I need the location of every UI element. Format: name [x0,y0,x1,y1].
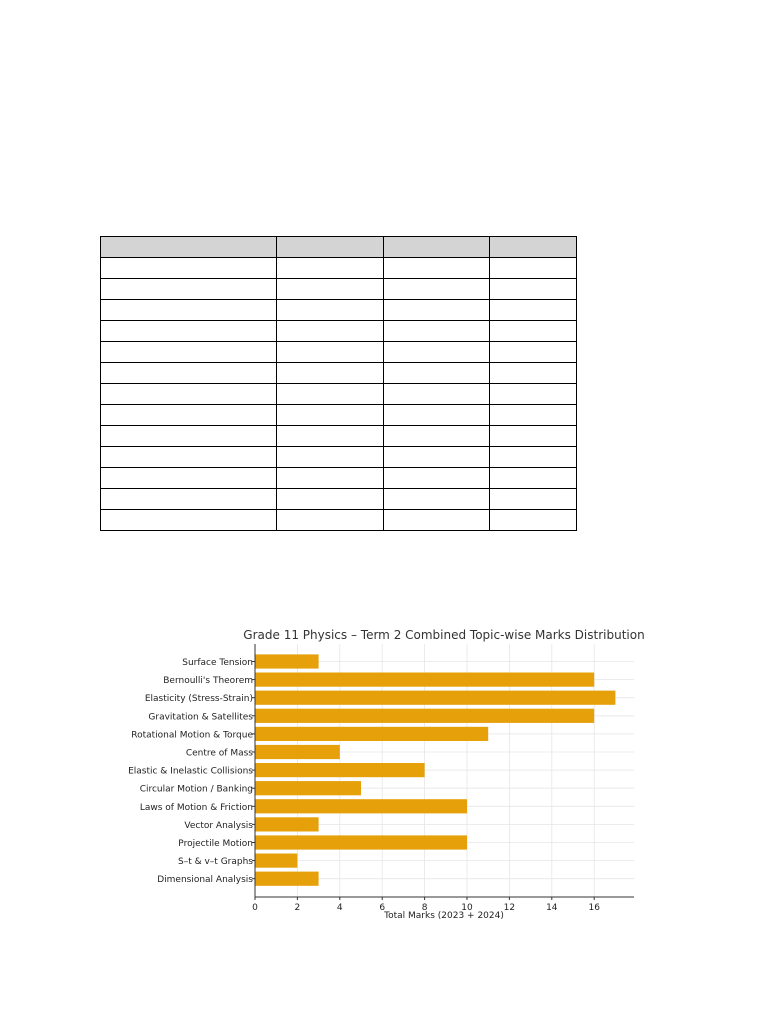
bar [255,673,594,687]
y-tick-label: S–t & v–t Graphs [178,857,253,868]
y-tick-label: Surface Tension [182,658,253,668]
y-tick-label: Rotational Motion & Torque [131,730,253,741]
bar [255,854,297,868]
bar [255,763,425,777]
bar [255,817,319,831]
y-tick-label: Bernoulli's Theorem [163,676,253,687]
bar [255,709,594,723]
bar [255,691,615,705]
bar [255,654,319,668]
y-tick-label: Elasticity (Stress-Strain) [144,694,253,705]
y-tick-label: Vector Analysis [184,820,253,831]
bar [255,872,319,886]
y-tick-label: Projectile Motion [178,839,253,849]
y-tick-label: Gravitation & Satellites [148,712,253,723]
y-tick-label: Centre of Mass [185,748,253,759]
x-tick-label: 14 [546,903,558,913]
bar [255,835,467,849]
bar [255,781,361,795]
x-tick-label: 16 [588,903,600,913]
x-axis-title: Total Marks (2023 + 2024) [384,911,504,921]
bar [255,799,467,813]
y-tick-label: Circular Motion / Banking [139,784,253,795]
x-tick-label: 12 [503,903,516,913]
y-tick-label: Elastic & Inelastic Collisions [128,766,253,777]
x-tick-label: 6 [379,903,386,913]
x-tick-label: 4 [336,903,343,913]
y-tick-label: Laws of Motion & Friction [139,802,253,813]
x-tick-label: 2 [294,903,301,913]
y-tick-label: Dimensional Analysis [157,875,253,886]
x-tick-label: 0 [252,903,258,913]
x-tick-label: 10 [461,903,473,913]
bar [255,745,340,759]
bar [255,727,488,741]
x-tick-label: 8 [421,903,428,913]
chart-title: Grade 11 Physics – Term 2 Combined Topic-wise Marks Distribution [243,628,645,642]
